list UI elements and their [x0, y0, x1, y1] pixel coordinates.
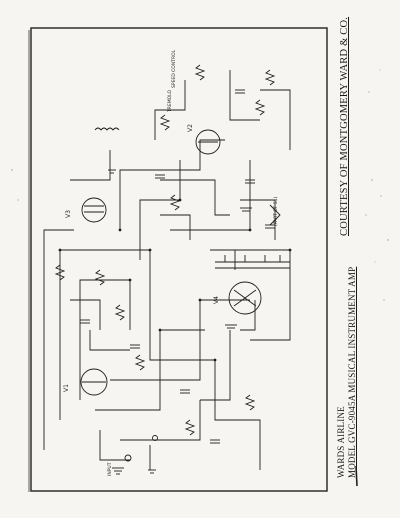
tube-label-v2: V2 [187, 124, 194, 132]
part-of-s1-label: (PART OF S1) [274, 196, 279, 226]
schematic-border [31, 28, 327, 491]
speed-control-label: SPEED CONTROL [172, 49, 177, 88]
input-label: INPUT [108, 462, 113, 476]
tube-v3 [82, 198, 106, 222]
tube-label-v1: V1 [63, 384, 70, 392]
output-transformer [215, 255, 290, 268]
courtesy-credit: COURTESY OF MONTGOMERY WARD & CO. [339, 16, 350, 236]
model-title-line1: WARDS AIRLINE [336, 406, 346, 478]
model-title-line2: MODEL GVC-9045A MUSICAL INSTRUMENT AMP [347, 266, 357, 478]
tube-label-v3: V3 [65, 210, 72, 218]
tremolo-label: TREMOLO [168, 89, 173, 112]
tube-label-v4: V4 [213, 296, 220, 304]
choke-coil [95, 128, 119, 130]
